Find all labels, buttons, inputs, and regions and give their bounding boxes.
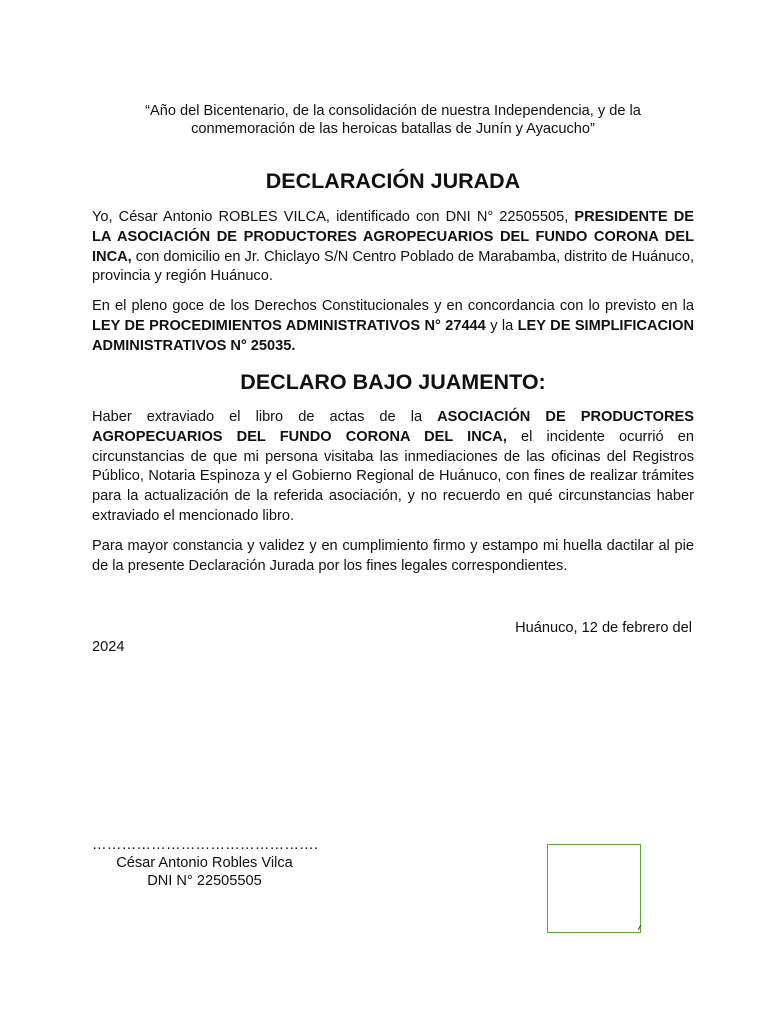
p2-text-1: En el pleno goce de los Derechos Constitucionales y en concordancia con lo previsto en la [92, 298, 694, 314]
p1-bold-1: PRESIDENTE DE LA ASOCIACIÓN DE PRODUCTORES AGROPECUARIOS DEL FUNDO CORONA DEL INCA, [92, 209, 694, 265]
place-date: Huánuco, 12 de febrero del [515, 620, 692, 636]
signature-line: ………………………………………. [92, 837, 319, 853]
p1-text-1: Yo, César Antonio ROBLES VILCA, identificado con DNI N° 22505505, [92, 209, 575, 225]
motto-line-2: conmemoración de las heroicas batallas de Junín y Ayacucho” [191, 121, 595, 137]
signatory-dni: DNI N° 22505505 [147, 873, 262, 889]
p3-bold-1: ASOCIACIÓN DE PRODUCTORES AGROPECUARIOS DEL FUNDO CORONA DEL INCA, [92, 409, 694, 445]
motto-line-1: “Año del Bicentenario, de la consolidación de nuestra Independencia, y de la [145, 103, 641, 119]
p2-bold-2: LEY DE SIMPLIFICACION ADMINISTRATIVOS N° 25035. [92, 317, 694, 354]
signatory-name: César Antonio Robles Vilca [116, 855, 293, 871]
p1-text-2: con domicilio en Jr. Chiclayo S/N Centro Poblado de Marabamba, distrito de Huánuco, provincia y región Huánuco. [92, 248, 694, 285]
paragraph-identification [92, 208, 694, 287]
document-title: DECLARACIÓN JURADA [265, 169, 521, 193]
paragraph-legal-basis [92, 297, 694, 356]
declaration-heading: DECLARO BAJO JUAMENTO: [240, 370, 546, 394]
p2-bold-1: LEY DE PROCEDIMIENTOS ADMINISTRATIVOS N° 27444 [92, 317, 486, 334]
paragraph-closing: Para mayor constancia y validez y en cumplimiento firmo y estampo mi huella dactilar al pie de la presente Declaración Jurada por los fines legales correspondientes. [92, 538, 694, 574]
p3-text-1: Haber extraviado el libro de actas de la [92, 409, 438, 425]
box-corner-mark [638, 925, 645, 930]
p2-text-2: y la [485, 317, 518, 334]
p3-text-2: el incidente ocurrió en circunstancias de que mi persona visitaba las inmediaciones de las oficinas del Registros Público, Notaria Espinoza y el Gobierno Regional de Huánuco, con fines de realizar trámites para la actualización de la referida asociación, y no recuerdo en qué circunstancias haber extraviado el mencionado libro. [92, 428, 694, 524]
date-year: 2024 [92, 639, 125, 655]
fingerprint-box [547, 844, 641, 933]
paragraph-declaration [92, 408, 694, 527]
header-motto [92, 102, 694, 138]
